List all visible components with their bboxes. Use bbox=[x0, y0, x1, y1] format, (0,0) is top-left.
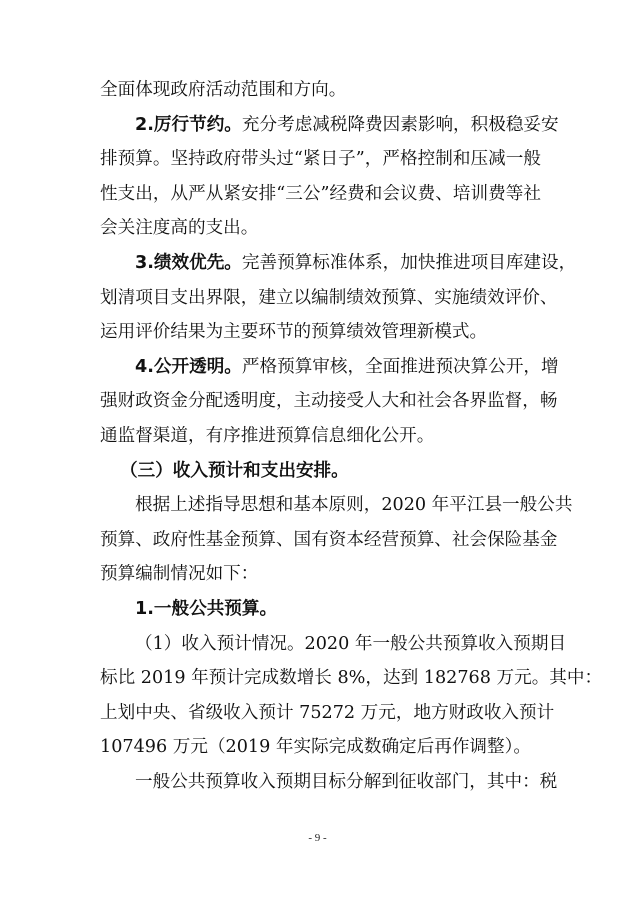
paragraph-line: 强财政资金分配透明度，主动接受人大和社会各界监督，畅 bbox=[100, 391, 558, 411]
paragraph-line: 全面体现政府活动范围和方向。 bbox=[100, 80, 347, 100]
paragraph-line: 排预算。坚持政府带头过“紧日子”，严格控制和压减一般 bbox=[100, 149, 541, 169]
paragraph-line: 通监督渠道，有序推进预算信息细化公开。 bbox=[100, 426, 435, 446]
paragraph-line: 性支出，从严从紧安排“三公”经费和会议费、培训费等社 bbox=[100, 184, 541, 204]
paragraph-line: 107496 万元（2019 年实际完成数确定后再作调整）。 bbox=[100, 737, 532, 757]
paragraph-line: 一般公共预算收入预期目标分解到征收部门，其中：税 bbox=[135, 772, 558, 792]
paragraph-line: 3.绩效优先。完善预算标准体系，加快推进项目库建设， bbox=[135, 253, 577, 273]
paragraph-line: 2.厉行节约。充分考虑减税降费因素影响，积极稳妥安 bbox=[135, 115, 559, 135]
paragraph-line: （1）收入预计情况。2020 年一般公共预算收入预期目 bbox=[135, 634, 567, 654]
paragraph-line: 上划中央、省级收入预计 75272 万元，地方财政收入预计 bbox=[100, 703, 555, 723]
paragraph-line: 标比 2019 年预计完成数增长 8%，达到 182768 万元。其中： bbox=[100, 668, 603, 688]
paragraph-line: 根据上述指导思想和基本原则，2020 年平江县一般公共 bbox=[135, 495, 573, 515]
paragraph-line: 4.公开透明。严格预算审核，全面推进预决算公开，增 bbox=[135, 357, 559, 377]
paragraph-line: 预算、政府性基金预算、国有资本经营预算、社会保险基金 bbox=[100, 530, 558, 550]
section-heading: （三）收入预计和支出安排。 bbox=[120, 461, 349, 481]
paragraph-line: 运用评价结果为主要环节的预算绩效管理新模式。 bbox=[100, 322, 488, 342]
paragraph-line: 预算编制情况如下： bbox=[100, 564, 259, 584]
page-number: - 9 - bbox=[308, 832, 327, 844]
subsection-heading: 1.一般公共预算。 bbox=[135, 599, 278, 619]
paragraph-line: 会关注度高的支出。 bbox=[100, 218, 259, 238]
paragraph-line: 划清项目支出界限，建立以编制绩效预算、实施绩效评价、 bbox=[100, 288, 558, 308]
